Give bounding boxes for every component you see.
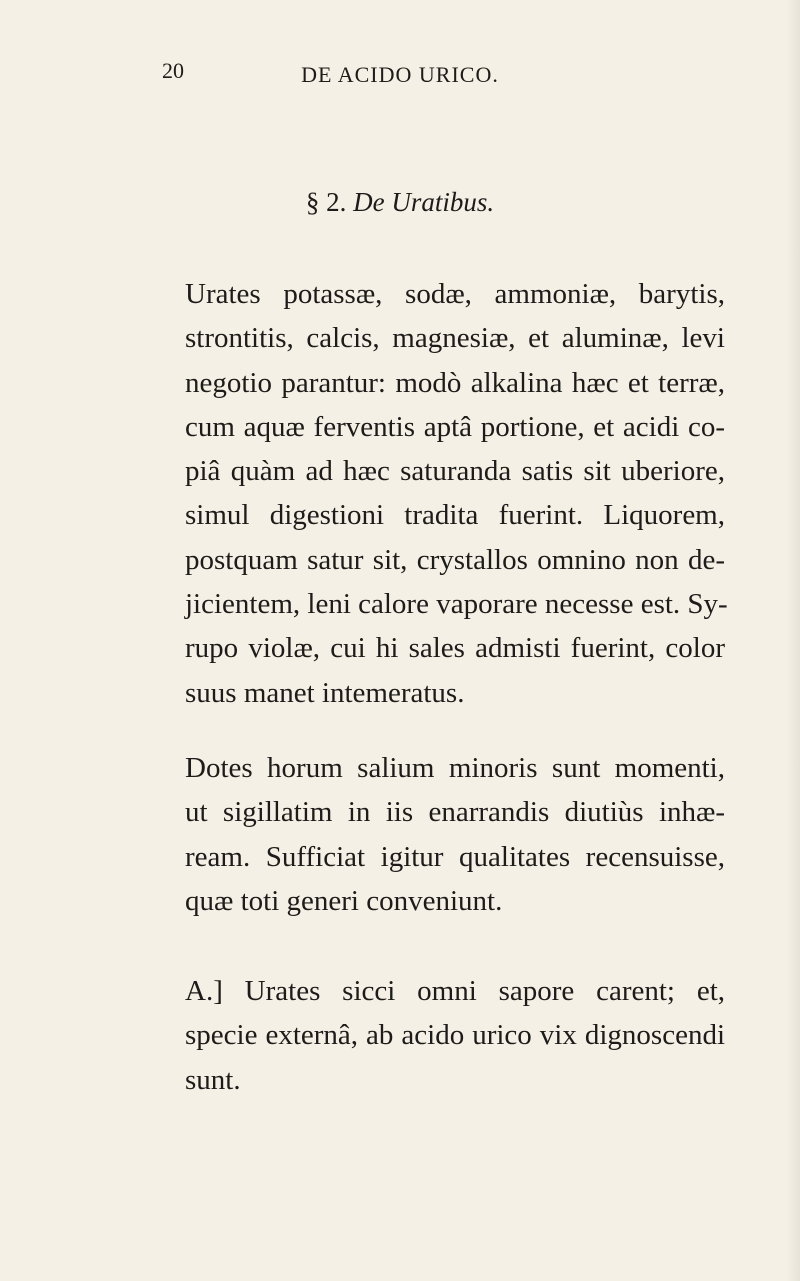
section-heading — [0, 187, 800, 218]
text-line: specie externâ, ab acido urico vix dignoscendi — [185, 1019, 725, 1052]
page-number: 20 — [162, 58, 184, 83]
text-line: A.] Urates sicci omni sapore carent; et, — [185, 975, 725, 1007]
text-line: sunt. — [185, 1063, 241, 1096]
text-line: suus manet intemeratus. — [185, 676, 465, 709]
text-line: Dotes horum salium minoris sunt momenti, — [185, 752, 725, 784]
text-line: simul digestioni tradita fuerint. Liquorem, — [185, 499, 725, 532]
text-line: jicientem, leni calore vaporare necesse est. Sy- — [185, 588, 728, 621]
paragraph-2 — [185, 746, 725, 923]
text-line: ream. Sufficiat igitur qualitates recensuisse, — [185, 840, 725, 873]
paragraph-3 — [185, 969, 725, 1102]
text-line: quæ toti generi conveniunt. — [185, 884, 503, 917]
text-line: postquam satur sit, crystallos omnino non de- — [185, 543, 725, 576]
section-number: § 2. — [305, 187, 347, 217]
text-line: cum aquæ ferventis aptâ portione, et acidi co- — [185, 410, 725, 443]
text-line: rupo violæ, cui hi sales admisti fuerint, color — [185, 632, 725, 665]
text-line: strontitis, calcis, magnesiæ, et aluminæ, levi — [185, 322, 725, 355]
text-line: piâ quàm ad hæc saturanda satis sit uberiore, — [185, 455, 725, 488]
section-title: De Uratibus. — [353, 187, 495, 217]
text-line: negotio parantur: modò alkalina hæc et terræ, — [185, 366, 725, 399]
paragraph-1 — [185, 272, 728, 715]
text-line: ut sigillatim in iis enarrandis diutiùs inhæ- — [185, 796, 725, 829]
text-line: Urates potassæ, sodæ, ammoniæ, barytis, — [185, 278, 725, 310]
running-head: DE ACIDO URICO. — [301, 62, 499, 87]
